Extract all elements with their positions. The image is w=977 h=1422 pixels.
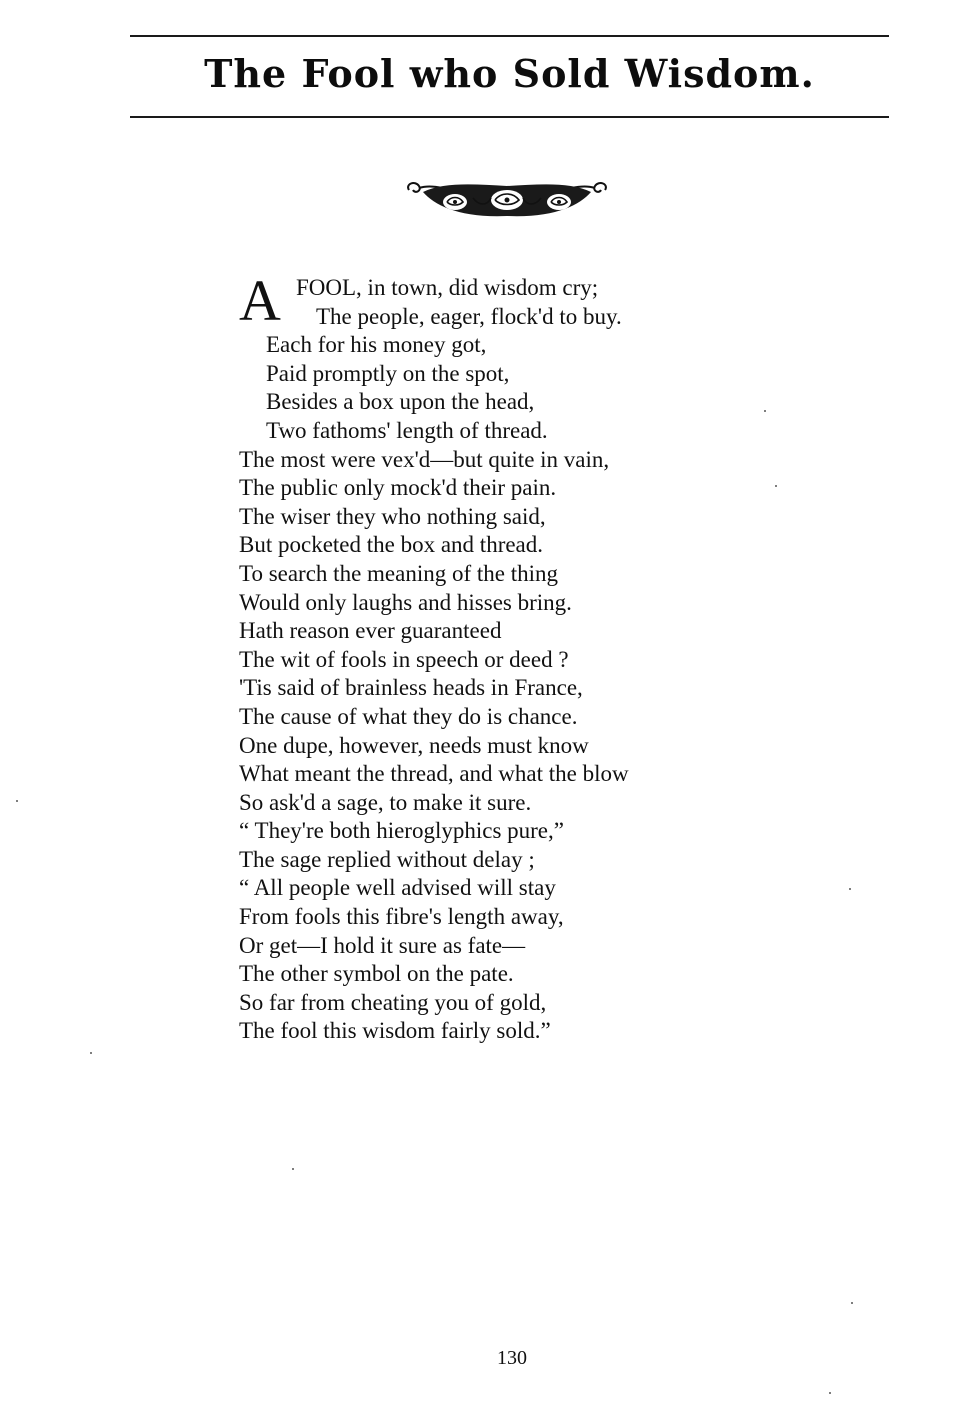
poem-line: So ask'd a sage, to make it sure. (239, 789, 532, 815)
poem-line: The most were vex'd—but quite in vain, (239, 446, 610, 472)
poem-line: One dupe, however, needs must know (239, 732, 589, 758)
poem-line: From fools this fibre's length away, (239, 904, 564, 930)
poem-line: “ All people well advised will stay (239, 875, 556, 901)
poem-line: The public only mock'd their pain. (239, 475, 557, 501)
bottom-rule (130, 116, 889, 118)
poem-line: Each for his money got, (266, 332, 487, 358)
poem-line: The sage replied without delay ; (239, 846, 535, 872)
poem-line: What meant the thread, and what the blow (239, 761, 629, 787)
paper-speck (851, 1302, 853, 1304)
poem-line: FOOL, in town, did wisdom cry; (296, 275, 599, 300)
paper-speck (90, 1052, 92, 1054)
poem-line: The wiser they who nothing said, (239, 503, 546, 529)
poem-line: But pocketed the box and thread. (239, 532, 544, 558)
paper-speck (829, 1392, 831, 1394)
poem-line: The wit of fools in speech or deed ? (239, 646, 569, 672)
poem-line: “ They're both hieroglyphics pure,” (239, 818, 564, 844)
poem-line: Would only laughs and hisses bring. (239, 589, 572, 615)
poem-line: The cause of what they do is chance. (239, 703, 578, 729)
top-rule (130, 35, 889, 37)
poem-line: The fool this wisdom fairly sold.” (239, 1018, 551, 1044)
poem-line: So far from cheating you of gold, (239, 989, 547, 1015)
page-number: 130 (497, 1347, 527, 1369)
drop-cap: A (239, 268, 281, 333)
poem-line: 'Tis said of brainless heads in France, (239, 675, 583, 701)
poem (239, 268, 879, 1046)
poem-line: The other symbol on the pate. (239, 961, 514, 987)
poem-line: Hath reason ever guaranteed (239, 618, 502, 644)
poem-line: Besides a box upon the head, (266, 389, 535, 415)
floral-vignette-icon (403, 176, 611, 222)
paper-speck (849, 888, 851, 890)
paper-speck (775, 485, 777, 487)
poem-line: The people, eager, flock'd to buy. (316, 303, 622, 329)
page-title: The Fool who Sold Wisdom. (204, 51, 815, 96)
paper-speck (764, 410, 766, 412)
poem-line: Or get—I hold it sure as fate— (239, 932, 526, 958)
paper-speck (292, 1168, 294, 1170)
paper-speck (16, 800, 18, 802)
poem-line: Paid promptly on the spot, (266, 360, 510, 386)
poem-line: Two fathoms' length of thread. (266, 417, 548, 443)
poem-line: To search the meaning of the thing (239, 560, 559, 586)
